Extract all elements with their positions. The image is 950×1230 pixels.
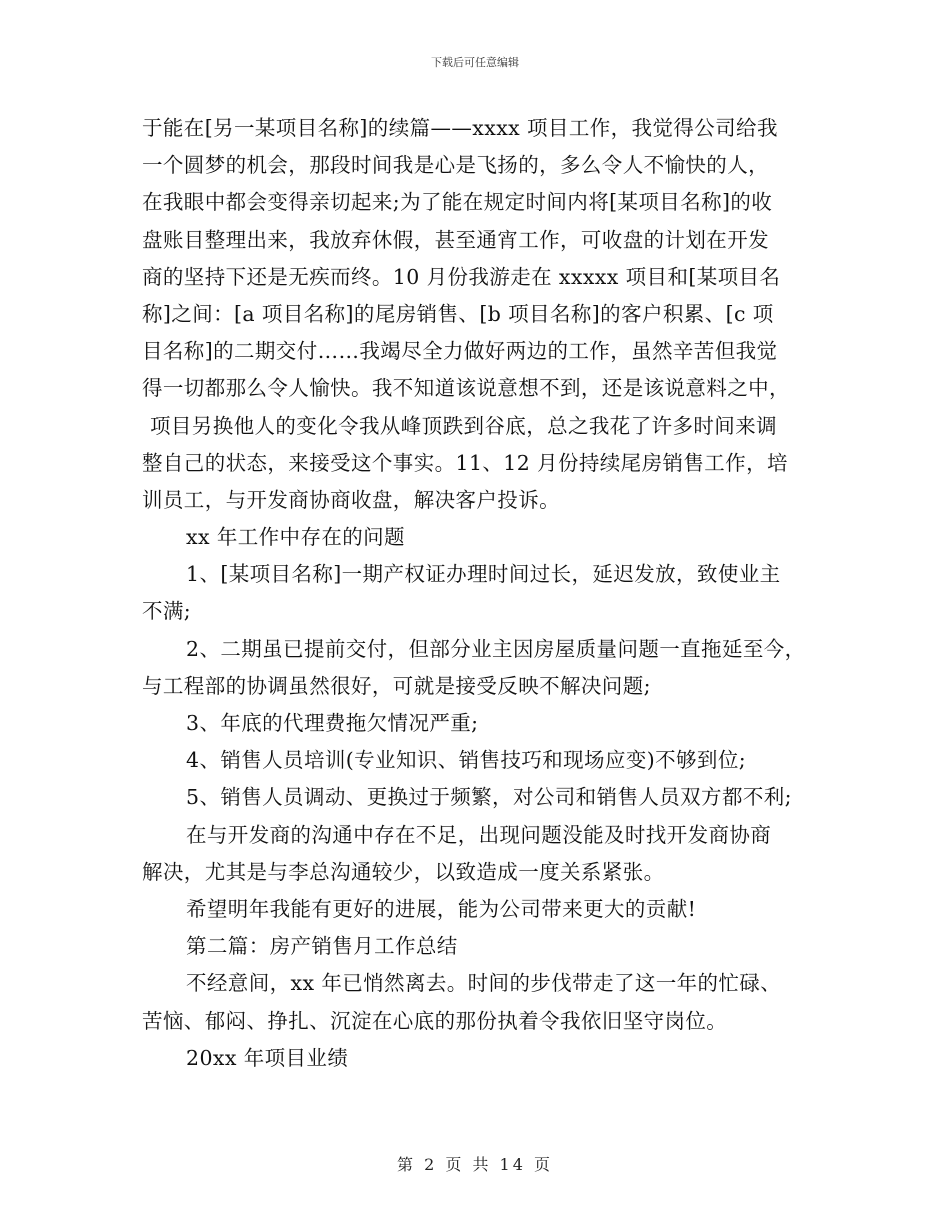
page-header: 下载后可任意编辑: [431, 56, 519, 69]
text-line: 于能在[另一某项目名称]的续篇——xxxx 项目工作，我觉得公司给我: [142, 116, 778, 140]
document-body: [142, 110, 822, 1077]
text-line: 训员工，与开发商协商收盘，解决客户投诉。: [142, 487, 560, 512]
section-heading: 第二篇：房产销售月工作总结: [186, 934, 458, 959]
text-line: 称]之间：[a 项目名称]的尾房销售、[b 项目名称]的客户积累、[c 项: [142, 301, 774, 326]
section-heading: xx 年工作中存在的问题: [186, 525, 405, 550]
text-line: 商的坚持下还是无疾而终。10 月份我游走在 xxxxx 项目和[某项目名: [142, 264, 781, 289]
text-line: 在与开发商的沟通中存在不足，出现问题没能及时找开发商协商: [186, 822, 772, 847]
list-item: 4、销售人员培训(专业知识、销售技巧和现场应变)不够到位;: [186, 748, 747, 773]
section-heading: 20xx 年项目业绩: [186, 1045, 349, 1070]
text-line: 一个圆梦的机会，那段时间我是心是飞扬的，多么令人不愉快的人，: [142, 153, 769, 178]
text-line: 希望明年我能有更好的进展，能为公司带来更大的贡献!: [186, 896, 697, 921]
text-line: 盘账目整理出来，我放弃休假，甚至通宵工作，可收盘的计划在开发: [142, 227, 769, 252]
text-line: 项目另换他人的变化令我从峰顶跌到谷底，总之我花了许多时间来调: [150, 413, 777, 438]
list-item: 2、二期虽已提前交付，但部分业主因房屋质量问题一直拖延至今，: [186, 636, 806, 661]
text-line: 得一切都那么令人愉快。我不知道该说意想不到，还是该说意料之中，: [142, 376, 790, 401]
text-line: 解决，尤其是与李总沟通较少，以致造成一度关系紧张。: [142, 859, 665, 884]
text-line: 在我眼中都会变得亲切起来;为了能在规定时间内将[某项目名称]的收: [142, 190, 773, 215]
page-footer: 第 2 页 共 14 页: [397, 1155, 553, 1174]
text-line: 目名称]的二期交付……我竭尽全力做好两边的工作，虽然辛苦但我觉: [142, 339, 778, 364]
list-item: 5、销售人员调动、更换过于频繁，对公司和销售人员双方都不利;: [186, 785, 792, 810]
list-item: 1、[某项目名称]一期产权证办理时间过长，延迟发放，致使业主: [186, 562, 781, 587]
text-line: 整自己的状态，来接受这个事实。11、12 月份持续尾房销售工作，培: [142, 450, 788, 475]
list-item-continuation: 与工程部的协调虽然很好，可就是接受反映不解决问题;: [142, 673, 651, 698]
text-line: 不经意间，xx 年已悄然离去。时间的步伐带走了这一年的忙碌、: [186, 971, 782, 996]
list-item-continuation: 不满;: [142, 599, 192, 624]
list-item: 3、年底的代理费拖欠情况严重;: [186, 711, 479, 735]
text-line: 苦恼、郁闷、挣扎、沉淀在心底的那份执着令我依旧坚守岗位。: [142, 1008, 728, 1033]
